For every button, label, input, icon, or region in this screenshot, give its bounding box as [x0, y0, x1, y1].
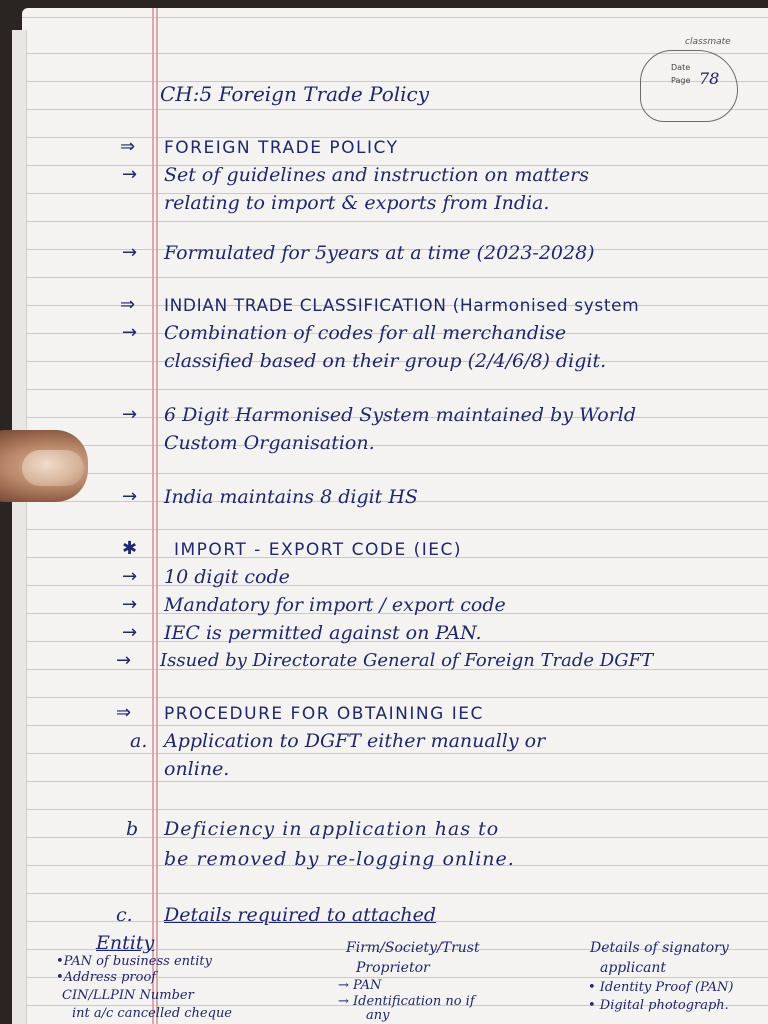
ftp-definition-line-1: Set of guidelines and instruction on matters — [164, 164, 590, 186]
itc-definition-line-1: Combination of codes for all merchandise — [164, 322, 567, 344]
double-arrow-marker: ⇒ — [120, 294, 136, 315]
firm-item: any — [366, 1008, 390, 1023]
date-page-badge — [640, 37, 738, 122]
entity-item: •PAN of business entity — [56, 954, 212, 969]
hs-eight-digit: India maintains 8 digit HS — [164, 486, 418, 508]
signatory-subheading: applicant — [600, 960, 667, 976]
signatory-heading: Details of signatory — [590, 940, 729, 956]
page-number: 78 — [699, 69, 720, 88]
arrow-marker: → — [122, 242, 138, 263]
star-marker: ✱ — [122, 538, 138, 559]
signatory-item: • Digital photograph. — [588, 998, 729, 1013]
procedure-heading: PROCEDURE FOR OBTAINING IEC — [164, 704, 484, 724]
step-c-marker: c. — [116, 904, 133, 926]
iec-point-1: 10 digit code — [164, 566, 290, 588]
arrow-marker: → — [122, 622, 138, 643]
step-a-line-2: online. — [164, 758, 230, 780]
chapter-title: CH:5 Foreign Trade Policy — [160, 82, 430, 106]
margin-line — [152, 8, 154, 1024]
iec-point-2: Mandatory for import / export code — [164, 594, 506, 616]
arrow-marker: → — [122, 322, 138, 343]
itc-definition-line-2: classified based on their group (2/4/6/8) digit. — [164, 350, 607, 372]
arrow-marker: → — [122, 404, 138, 425]
arrow-marker: → — [122, 164, 138, 185]
date-label: Date — [671, 63, 691, 72]
step-b-marker: b — [126, 818, 139, 840]
signatory-item: • Identity Proof (PAN) — [588, 980, 734, 995]
arrow-marker: → — [122, 486, 138, 507]
page-label: Page — [671, 76, 691, 85]
hs-six-digit-line-2: Custom Organisation. — [164, 432, 375, 454]
brand-label: classmate — [685, 37, 731, 47]
iec-point-3: IEC is permitted against on PAN. — [164, 622, 482, 644]
ftp-definition-line-2: relating to import & exports from India. — [164, 192, 550, 214]
iec-point-4: Issued by Directorate General of Foreign Trade DGFT — [160, 650, 654, 671]
firm-subheading: Proprietor — [356, 960, 430, 976]
step-c-line: Details required to attached — [164, 904, 437, 926]
step-a-line-1: Application to DGFT either manually or — [164, 730, 546, 752]
itc-heading: INDIAN TRADE CLASSIFICATION (Harmonised system — [164, 296, 640, 316]
fingernail — [22, 450, 84, 486]
arrow-marker: → — [122, 594, 138, 615]
entity-item: •Address proof — [56, 970, 157, 985]
entity-item: int a/c cancelled cheque — [72, 1006, 233, 1021]
hs-six-digit-line-1: 6 Digit Harmonised System maintained by World — [164, 404, 637, 426]
step-b-line-1: Deficiency in application has to — [164, 818, 500, 840]
iec-heading: IMPORT - EXPORT CODE (IEC) — [174, 540, 462, 560]
ftp-years: Formulated for 5years at a time (2023-2028) — [164, 242, 595, 264]
arrow-marker: → — [122, 566, 138, 587]
entity-item: CIN/LLPIN Number — [62, 988, 194, 1003]
ftp-heading: FOREIGN TRADE POLICY — [164, 138, 399, 158]
firm-heading: Firm/Society/Trust — [346, 940, 480, 956]
firm-item: → Identification no if — [338, 994, 475, 1009]
notebook-page — [22, 8, 768, 1024]
double-arrow-marker: ⇒ — [116, 702, 132, 723]
step-a-marker: a. — [130, 730, 148, 752]
step-b-line-2: be removed by re-logging online. — [164, 848, 515, 870]
arrow-marker: → — [116, 650, 132, 671]
stacked-page-edge — [12, 30, 27, 1024]
double-arrow-marker: ⇒ — [120, 136, 136, 157]
firm-item: → PAN — [338, 978, 382, 993]
entity-heading: Entity — [96, 932, 155, 954]
margin-line — [156, 8, 158, 1024]
